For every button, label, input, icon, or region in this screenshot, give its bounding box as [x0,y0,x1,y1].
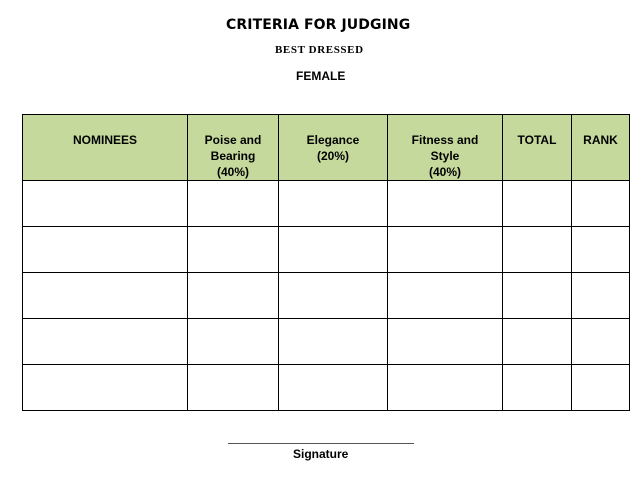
fitness-score-cell[interactable] [388,319,503,365]
header-line: NOMINEES [72,133,137,147]
total-cell[interactable] [503,181,572,227]
poise-score-cell[interactable] [188,273,279,319]
header-line: (20%) [316,149,349,163]
header-fitness-and-style [388,115,503,181]
header-line: RANK [583,133,618,147]
total-cell[interactable] [503,273,572,319]
header-line: Fitness and [411,133,479,147]
elegance-score-cell[interactable] [279,365,388,411]
header-line: Elegance [306,133,360,147]
header-line: Poise and [204,133,262,147]
header-row [23,115,630,181]
nominee-cell[interactable] [23,365,188,411]
table-row [23,227,630,273]
rank-cell[interactable] [572,365,630,411]
elegance-score-cell[interactable] [279,181,388,227]
poise-score-cell[interactable] [188,181,279,227]
category-label: FEMALE [296,69,346,83]
header-elegance [279,115,388,181]
header-line: TOTAL [517,133,557,147]
document-title: CRITERIA FOR JUDGING [226,17,411,33]
rank-cell[interactable] [572,273,630,319]
table-row [23,319,630,365]
header-line: (40%) [216,165,249,179]
table-row [23,273,630,319]
fitness-score-cell[interactable] [388,273,503,319]
total-cell[interactable] [503,227,572,273]
fitness-score-cell[interactable] [388,181,503,227]
poise-score-cell[interactable] [188,365,279,411]
header-rank [572,115,630,181]
rank-cell[interactable] [572,319,630,365]
header-nominees [23,115,188,181]
header-total [503,115,572,181]
nominee-cell[interactable] [23,319,188,365]
signature-line [228,443,414,444]
fitness-score-cell[interactable] [388,365,503,411]
elegance-score-cell[interactable] [279,227,388,273]
judging-table [22,114,630,411]
fitness-score-cell[interactable] [388,227,503,273]
signature-label: Signature [293,447,349,461]
table-row [23,365,630,411]
nominee-cell[interactable] [23,227,188,273]
total-cell[interactable] [503,319,572,365]
poise-score-cell[interactable] [188,227,279,273]
header-line: Style [430,149,460,163]
nominee-cell[interactable] [23,273,188,319]
header-poise-and-bearing [188,115,279,181]
elegance-score-cell[interactable] [279,273,388,319]
elegance-score-cell[interactable] [279,319,388,365]
total-cell[interactable] [503,365,572,411]
document-subtitle: BEST DRESSED [275,44,364,56]
rank-cell[interactable] [572,181,630,227]
table-row [23,181,630,227]
poise-score-cell[interactable] [188,319,279,365]
nominee-cell[interactable] [23,181,188,227]
header-line: (40%) [428,165,461,179]
header-line: Bearing [210,149,256,163]
rank-cell[interactable] [572,227,630,273]
